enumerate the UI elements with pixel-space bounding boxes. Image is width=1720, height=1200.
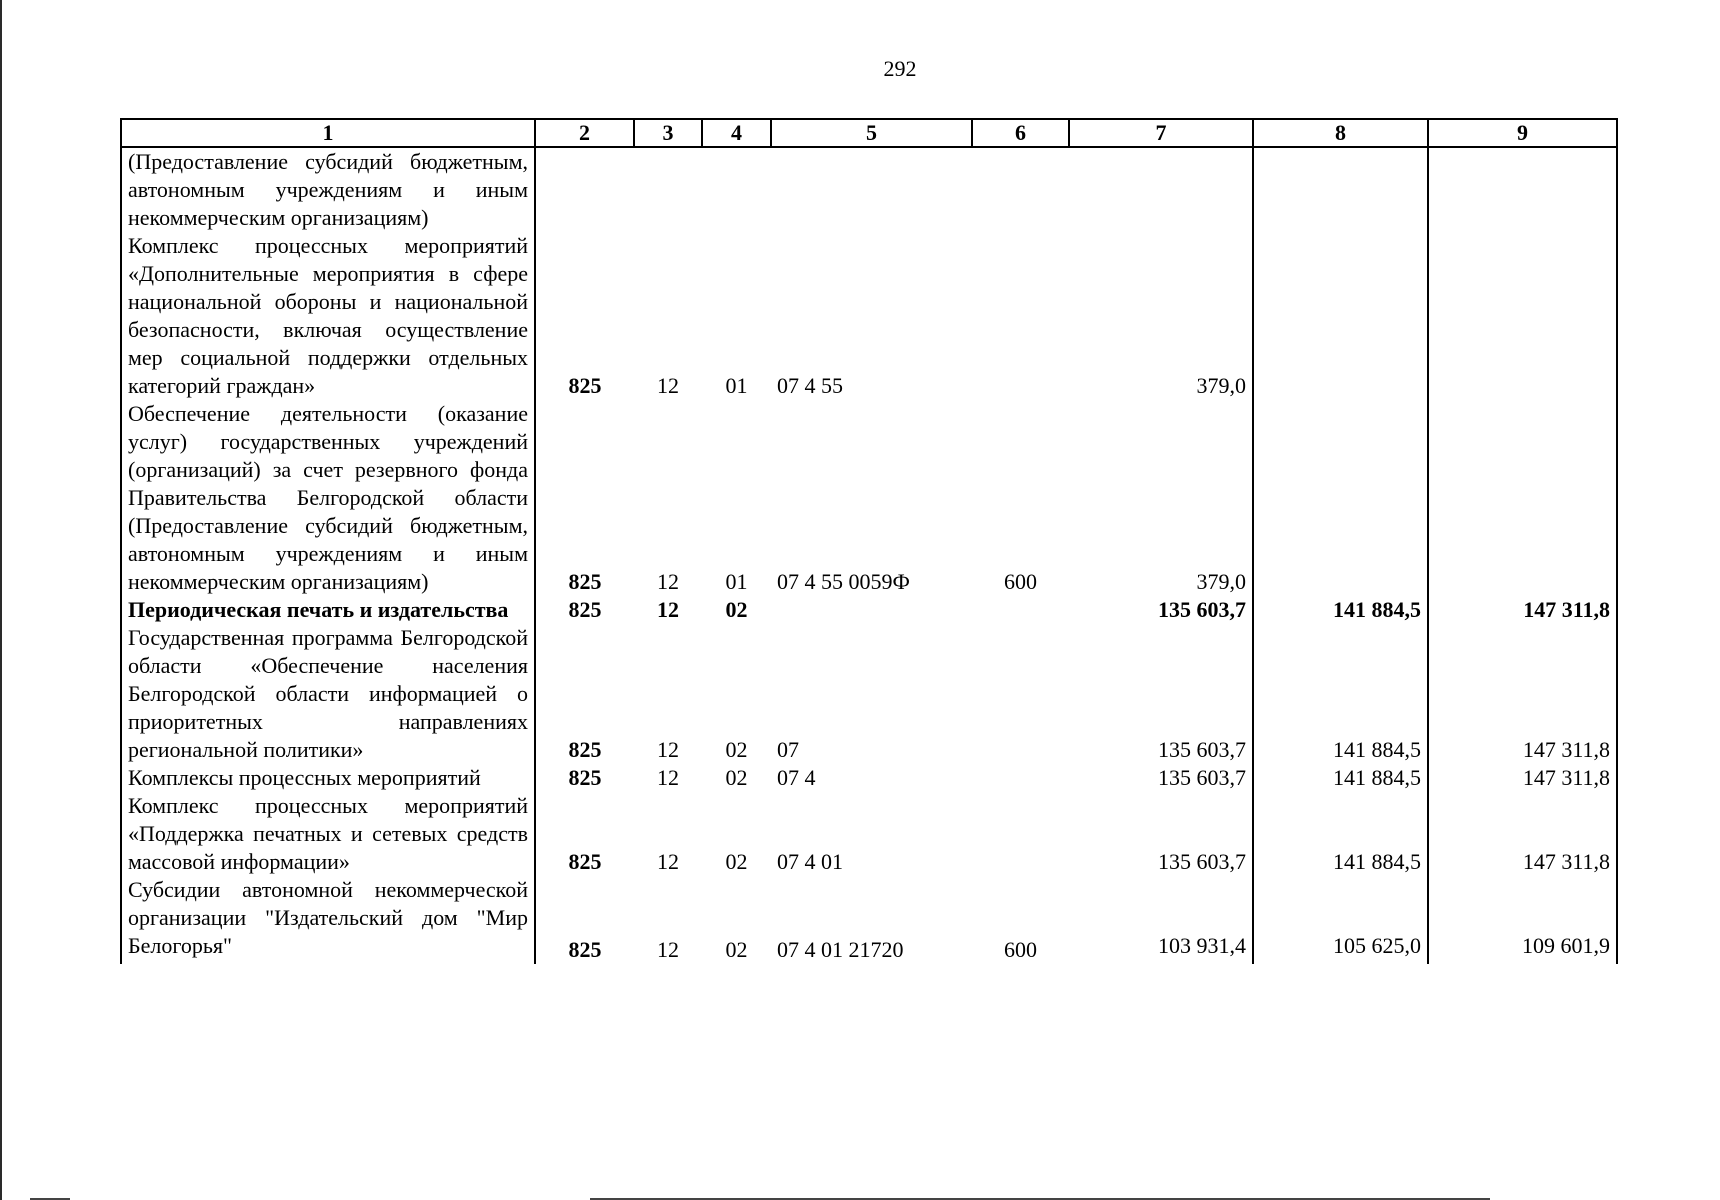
row-name: Периодическая печать и издательства (121, 596, 535, 624)
amount-col-8: 141 884,5 (1253, 596, 1428, 624)
section-code: 12 (657, 937, 679, 962)
row-name: (Предоставление субсидий бюджетным, автономным учреждениям и иным некоммерческим организациям) (121, 147, 535, 232)
budget-table (120, 118, 1618, 964)
section-code: 12 (657, 765, 679, 790)
amount-col-9: 147 311,8 (1428, 764, 1617, 792)
column-header-9: 9 (1428, 119, 1617, 147)
expense-type-code (972, 624, 1069, 764)
amount-col-7 (1069, 147, 1253, 232)
table-row (121, 147, 1617, 232)
amount-col-9: 109 601,9 (1428, 876, 1617, 964)
column-header-7: 7 (1069, 119, 1253, 147)
section-code: 12 (657, 569, 679, 594)
amount-col-9 (1428, 400, 1617, 596)
target-article-code (771, 147, 972, 232)
table-row (121, 232, 1617, 400)
column-header-4: 4 (702, 119, 771, 147)
column-header-6: 6 (972, 119, 1069, 147)
amount-col-7: 103 931,4 (1069, 876, 1253, 964)
amount-col-9: 147 311,8 (1428, 792, 1617, 876)
expense-type-code: 600 (1004, 937, 1037, 962)
target-article-code (771, 596, 972, 624)
amount-col-7: 135 603,7 (1069, 624, 1253, 764)
admin-code: 825 (568, 737, 602, 762)
table-row (121, 400, 1617, 596)
expense-type-code (972, 147, 1069, 232)
table-row-section-total (121, 596, 1617, 624)
admin-code: 825 (568, 597, 602, 622)
admin-code: 825 (568, 765, 602, 790)
table-row (121, 876, 1617, 964)
subsection-code: 01 (725, 373, 748, 398)
target-article-code: 07 4 01 (777, 849, 843, 874)
target-article-code: 07 4 01 21720 (777, 937, 904, 962)
row-name: Комплексы процессных мероприятий (121, 764, 535, 792)
expense-type-code: 600 (1004, 569, 1037, 594)
subsection-code: 02 (725, 737, 748, 762)
amount-col-9: 147 311,8 (1428, 596, 1617, 624)
amount-col-9 (1428, 147, 1617, 232)
column-header-8: 8 (1253, 119, 1428, 147)
admin-code (535, 147, 634, 232)
target-article-code: 07 4 55 (777, 373, 843, 398)
section-code (634, 147, 702, 232)
amount-col-9: 147 311,8 (1428, 624, 1617, 764)
admin-code: 825 (568, 373, 602, 398)
section-code: 12 (657, 737, 679, 762)
admin-code: 825 (568, 849, 602, 874)
amount-col-8 (1253, 147, 1428, 232)
target-article-code: 07 (777, 737, 799, 762)
amount-col-9 (1428, 232, 1617, 400)
table-row (121, 624, 1617, 764)
amount-col-8: 105 625,0 (1253, 876, 1428, 964)
amount-col-7: 135 603,7 (1069, 764, 1253, 792)
admin-code: 825 (568, 937, 602, 962)
amount-col-7: 379,0 (1069, 400, 1253, 596)
row-name: Государственная программа Белгородской области «Обеспечение населения Белгородской области информацией о приоритетных направлениях региональной политики» (121, 624, 535, 764)
amount-col-7: 379,0 (1069, 232, 1253, 400)
table-row (121, 764, 1617, 792)
column-header-1: 1 (121, 119, 535, 147)
row-name: Обеспечение деятельности (оказание услуг) государственных учреждений (организаций) за счет резервного фонда Правительства Белгородской области (Предоставление субсидий бюджетным, автономным учреждениям и иным некоммерческим организациям) (121, 400, 535, 596)
section-code: 12 (657, 597, 679, 622)
admin-code: 825 (568, 569, 602, 594)
expense-type-code (972, 232, 1069, 400)
subsection-code: 02 (725, 765, 748, 790)
expense-type-code (972, 596, 1069, 624)
section-code: 12 (657, 373, 679, 398)
row-name: Комплекс процессных мероприятий «Поддержка печатных и сетевых средств массовой информации» (121, 792, 535, 876)
column-header-5: 5 (771, 119, 972, 147)
amount-col-8 (1253, 232, 1428, 400)
expense-type-code (972, 764, 1069, 792)
amount-col-7: 135 603,7 (1069, 792, 1253, 876)
header-row (121, 119, 1617, 147)
column-header-2: 2 (535, 119, 634, 147)
row-name: Субсидии автономной некоммерческой организации "Издательский дом "Мир Белогорья" (121, 876, 535, 964)
amount-col-7: 135 603,7 (1069, 596, 1253, 624)
row-name: Комплекс процессных мероприятий «Дополнительные мероприятия в сфере национальной обороны и национальной безопасности, включая осуществление мер социальной поддержки отдельных категорий граждан» (121, 232, 535, 400)
page-number: 292 (883, 56, 917, 81)
table-row (121, 792, 1617, 876)
subsection-code: 02 (725, 849, 748, 874)
subsection-code: 02 (725, 937, 748, 962)
subsection-code (702, 147, 771, 232)
page-left-edge (0, 0, 2, 1200)
amount-col-8: 141 884,5 (1253, 624, 1428, 764)
amount-col-8: 141 884,5 (1253, 792, 1428, 876)
section-code: 12 (657, 849, 679, 874)
subsection-code: 02 (725, 597, 748, 622)
expense-type-code (972, 792, 1069, 876)
subsection-code: 01 (725, 569, 748, 594)
column-header-3: 3 (634, 119, 702, 147)
target-article-code: 07 4 55 0059Ф (777, 569, 910, 594)
target-article-code: 07 4 (777, 765, 816, 790)
amount-col-8: 141 884,5 (1253, 764, 1428, 792)
amount-col-8 (1253, 400, 1428, 596)
